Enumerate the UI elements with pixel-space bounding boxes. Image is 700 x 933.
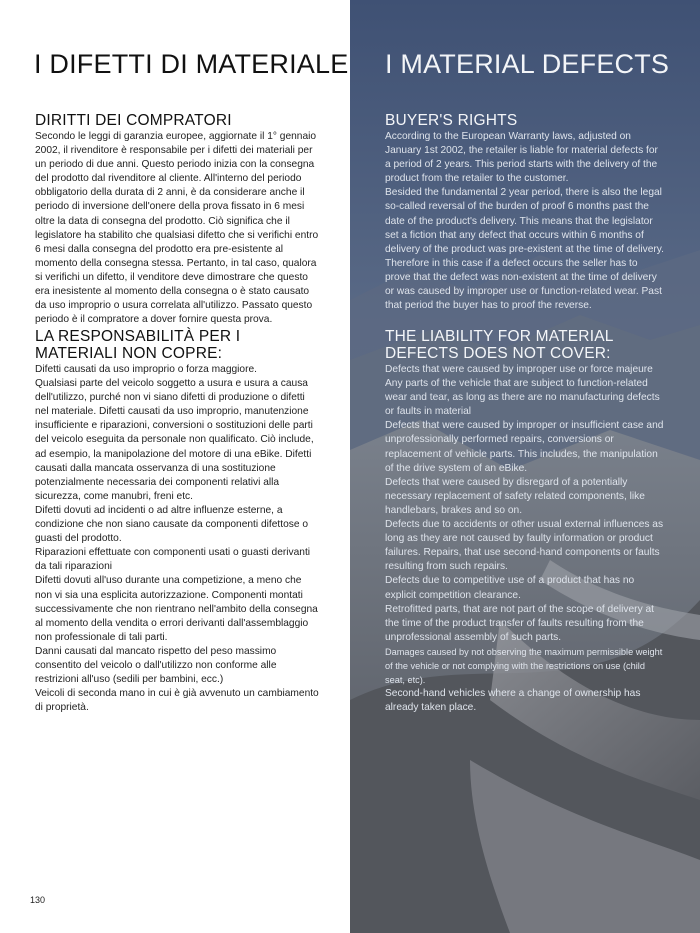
- list-item: Defects that were caused by improper use or force majeure: [385, 364, 653, 375]
- list-item: Retrofitted parts, that are not part of the scope of delivery at the time of the product transfer of faults resulting from the unprofessional assembly of such parts.: [385, 603, 654, 643]
- list-item: Any parts of the vehicle that are subject to function-related wear and tear, as long as there are no manufacturing defects or faults in material: [385, 378, 660, 418]
- heading-buyer-rights-it: DIRITTI DEI COMPRATORI: [35, 112, 232, 129]
- list-item: Defects that were caused by disregard of a potentially necessary replacement of safety related components, like handlebars, brakes and so on.: [385, 476, 645, 516]
- page-title-english: I MATERIAL DEFECTS: [385, 49, 670, 79]
- list-item: Veicoli di seconda mano in cui è già avvenuto un cambiamento di proprietà.: [35, 688, 319, 714]
- list-exclusions-en: [385, 363, 665, 715]
- paragraph-en-1: According to the European Warranty laws, adjusted on January 1st 2002, the retailer is liable for material defects for a period of 2 years. This period starts with the delivery of the product from the retailer to the customer.: [385, 131, 658, 185]
- list-item: Riparazioni effettuate con componenti usati o guasti derivanti da tali riparazioni: [35, 547, 311, 573]
- list-item: Damages caused by not observing the maximum permissible weight of the vehicle or not complying with the restrictions on use (child seat, etc).: [385, 646, 663, 686]
- heading-buyer-rights-en: BUYER'S RIGHTS: [385, 112, 518, 129]
- heading-liability-it: LA RESPONSABILITÀ PER I MATERIALI NON COPRE:: [35, 328, 241, 362]
- list-item: Difetti dovuti ad incidenti o ad altre influenze esterne, a condizione che non siano causate da componenti difettose o guasti del prodotto.: [35, 504, 308, 545]
- list-item: Difetti dovuti all'uso durante una competizione, a meno che non vi sia una esplicita autorizzazione. Componenti montati successivamente che non rientrano nell'ambito della consegna al momento della vendita o errori derivanti dall'assemblaggio non professionale di tali parti.: [35, 575, 318, 643]
- page-number: 130: [30, 895, 46, 905]
- list-item: Danni causati dal mancato rispetto del peso massimo consentito del veicolo o dall'utilizzo non conforme alle restrizioni all'uso (sedili per bambini, ecc.): [35, 645, 277, 686]
- page-title-italian: I DIFETTI DI MATERIALE: [34, 49, 349, 79]
- heading-liability-en: THE LIABILITY FOR MATERIAL DEFECTS DOES NOT COVER:: [385, 328, 613, 362]
- list-item: Defects due to competitive use of a product that has no explicit competition clearance.: [385, 575, 635, 601]
- list-item: Second-hand vehicles where a change of ownership has already taken place.: [385, 688, 641, 714]
- paragraph-en-2: Besided the fundamental 2 year period, there is also the legal so-called reversal of the burden of proof 6 months past the date of the product's delivery. This means that the legislator set a fiction that any defect that occurs within 6 months of delivery of the product was pre-existent at the time of delivery. Therefore in this case if a defect occurs the seller has to prove that the defect was non-existent at the time of delivery or was caused by improper use or function-related wear. Past that period the buyer has to proof the reverse.: [385, 187, 664, 312]
- paragraph-buyer-rights-en: [385, 130, 665, 313]
- list-item: Defects that were caused by improper or insufficient case and unprofessionally performed repairs, conversions or replacement of vehicle parts. This includes, the manipulation of the drive system of an eBike.: [385, 420, 664, 474]
- list-item: Difetti causati da uso improprio o forza maggiore.: [35, 364, 257, 375]
- list-item: Defects due to accidents or other usual external influences as long as they are not caused by faulty information or product failures. Repairs, that use second-hand components or faults resulting from such repairs.: [385, 519, 664, 573]
- paragraph-buyer-rights-it: Secondo le leggi di garanzia europee, aggiornate il 1° gennaio 2002, il rivenditore è responsabile per i difetti dei materiali per un periodo di due anni. Questo periodo inizia con la consegna del prodotto dal rivenditore al cliente. All'interno del periodo obbligatorio della durata di 2 anni, è da considerare anche il periodo di inversione dell'onere della prova fissato in 6 mesi oltre la data di consegna del prodotto. Ciò significa che il legislatore ha stabilito che qualsiasi difetto che si verifichi entro 6 mesi dalla consegna del prodotto era pre-esistente al momento della consegna stessa. Pertanto, in tal caso, qualora si verifichi un difetto, il venditore deve dimostrare che questo era inesistente al momento della consegna o è stato causato da uso improprio o usura correlata all'utilizzo. Passato questo periodo è il compratore a dover fornire questa prova.: [35, 131, 319, 326]
- list-item: Qualsiasi parte del veicolo soggetto a usura e usura a causa dell'utilizzo, purché non vi siano difetti di produzione o difetti nel materiale. Difetti causati da uso improprio, manutenzione insufficiente e riparazioni, conversioni o sostituzioni delle parti del veicolo eseguita da personale non qualificato. Ciò include, ad esempio, la manipolazione del motore di una eBike. Difetti causati dalla mancata osservanza di una sostituzione potenzialmente necessaria dei componenti relativi alla sicurezza, come manubri, freni etc.: [35, 378, 314, 502]
- list-exclusions-it: [35, 363, 320, 715]
